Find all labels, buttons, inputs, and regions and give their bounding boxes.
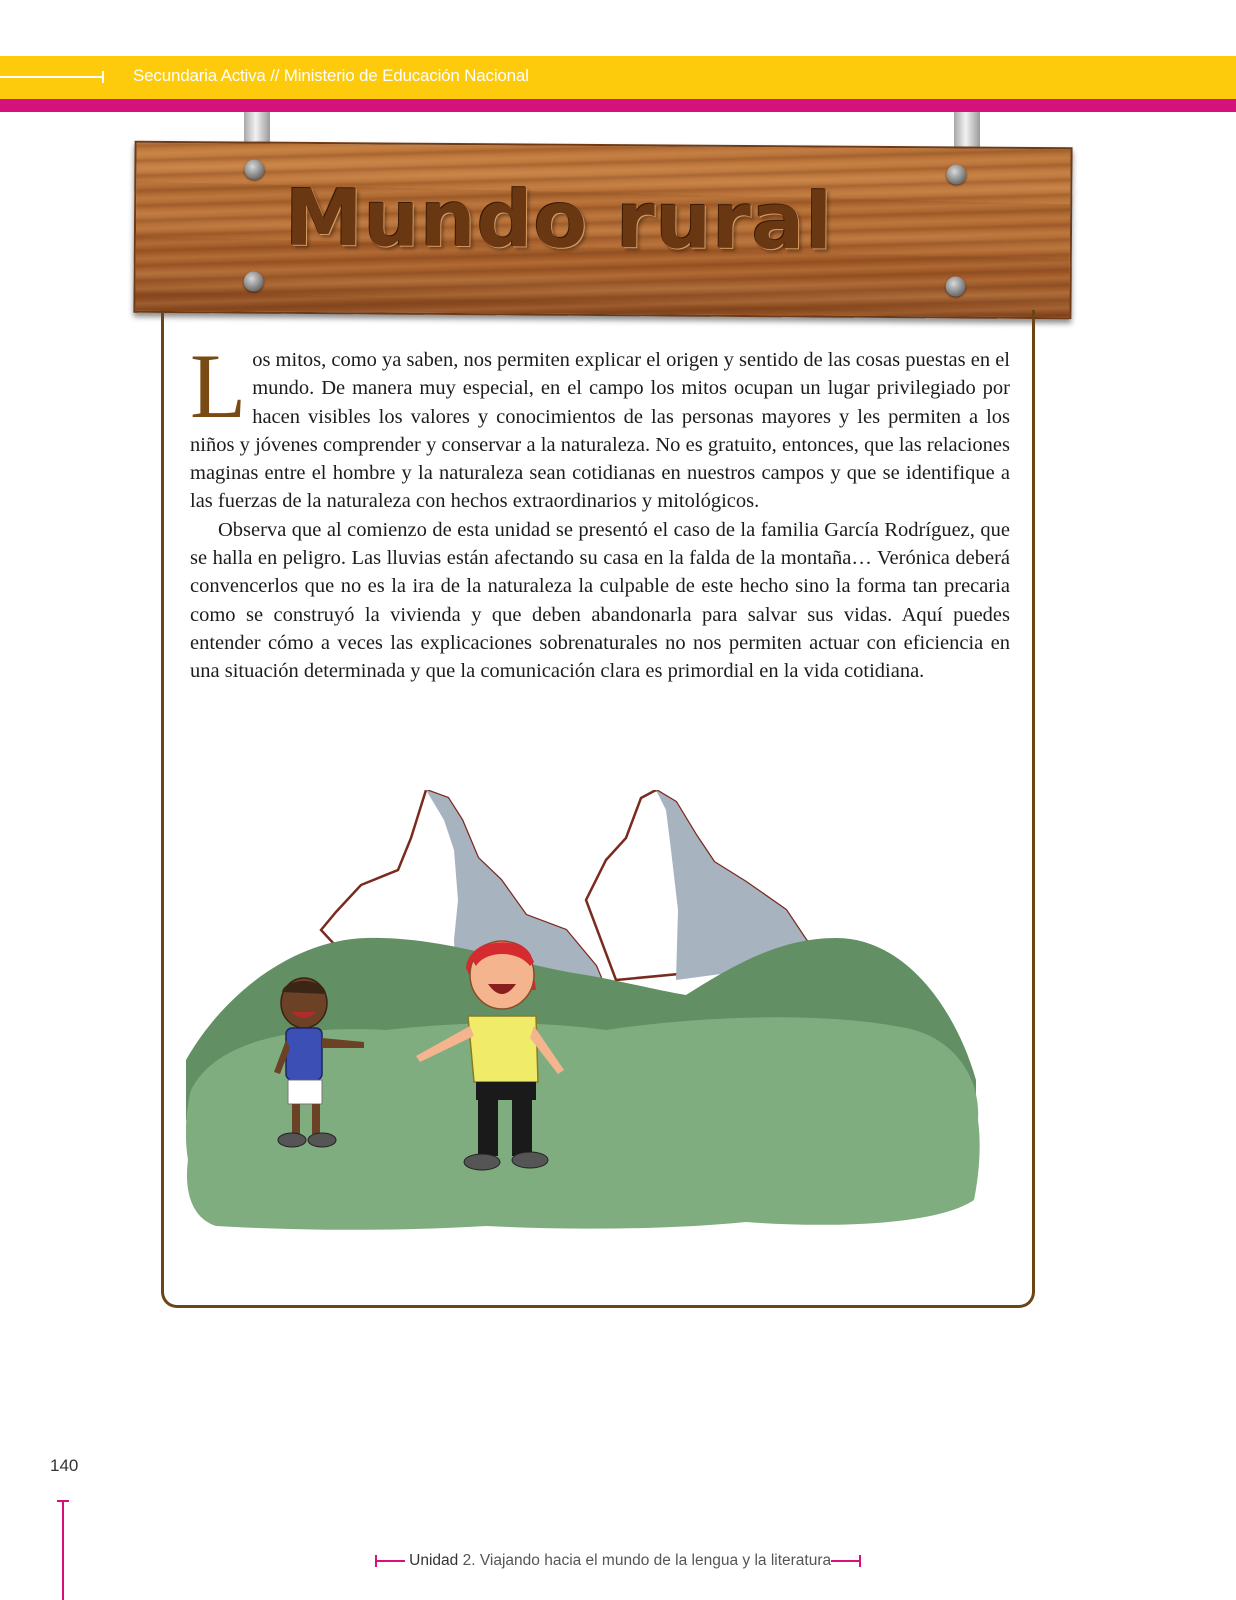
article-body (190, 335, 1010, 686)
footer-tick-right (831, 1560, 861, 1562)
header-rule (0, 76, 104, 78)
unit-label: Unidad (409, 1552, 459, 1569)
running-footer (0, 1552, 1236, 1570)
paragraph-1-text: os mitos, como ya saben, nos permiten explicar el origen y sentido de las cosas puestas en el mundo. De manera muy especial, en el campo los mitos ocupan un lugar privilegiado por hacen visibles los valores y conocimientos de las personas mayores y les permiten a los niños y jóvenes comprender y conservar a la naturaleza. No es gratuito, entonces, que las relaciones maginas entre el hombre y la naturaleza sean cotidianas en nuestros campos y que se identifique a las fuerzas de la naturaleza con hechos extraordinarios y mitológicos. (190, 349, 1010, 513)
series-title: Secundaria Activa // Ministerio de Educación Nacional (133, 66, 529, 85)
bolt-icon (244, 271, 264, 291)
header-band (0, 56, 1236, 99)
header-accent-band (0, 99, 1236, 112)
page-number: 140 (50, 1456, 79, 1475)
paragraph-2: Observa que al comienzo de esta unidad se presentó el caso de la familia García Rodríguez, que se halla en peligro. Las lluvias están afectando su casa en la falda de la montaña… Verónica deberá convencerlos que no es la ira de la naturaleza la culpable de este hecho sino la forma tan precaria como se construyó la vivienda y que deben abandonarla para salvar sus vidas. Aquí puedes entender cómo a veces las explicaciones sobrenaturales no nos permiten actuar con eficiencia en una situación determinada y que la comunicación clara es primordial en la vida cotidiana. (190, 518, 1010, 683)
footer-left-rule-cap (57, 1500, 69, 1502)
unit-number: 2. (462, 1552, 476, 1569)
unit-title: Viajando hacia el mundo de la lengua y la literatura (479, 1552, 832, 1569)
footer-left-rule (62, 1500, 64, 1600)
wooden-sign (133, 141, 1072, 320)
header-rule-cap (102, 71, 104, 83)
page-title: Mundo rural (284, 173, 834, 268)
rural-landscape-illustration (186, 790, 1000, 1260)
drop-cap: L (190, 335, 247, 437)
paragraph-1 (190, 335, 1010, 516)
bolt-icon (946, 276, 966, 296)
footer-tick-left (375, 1560, 405, 1562)
